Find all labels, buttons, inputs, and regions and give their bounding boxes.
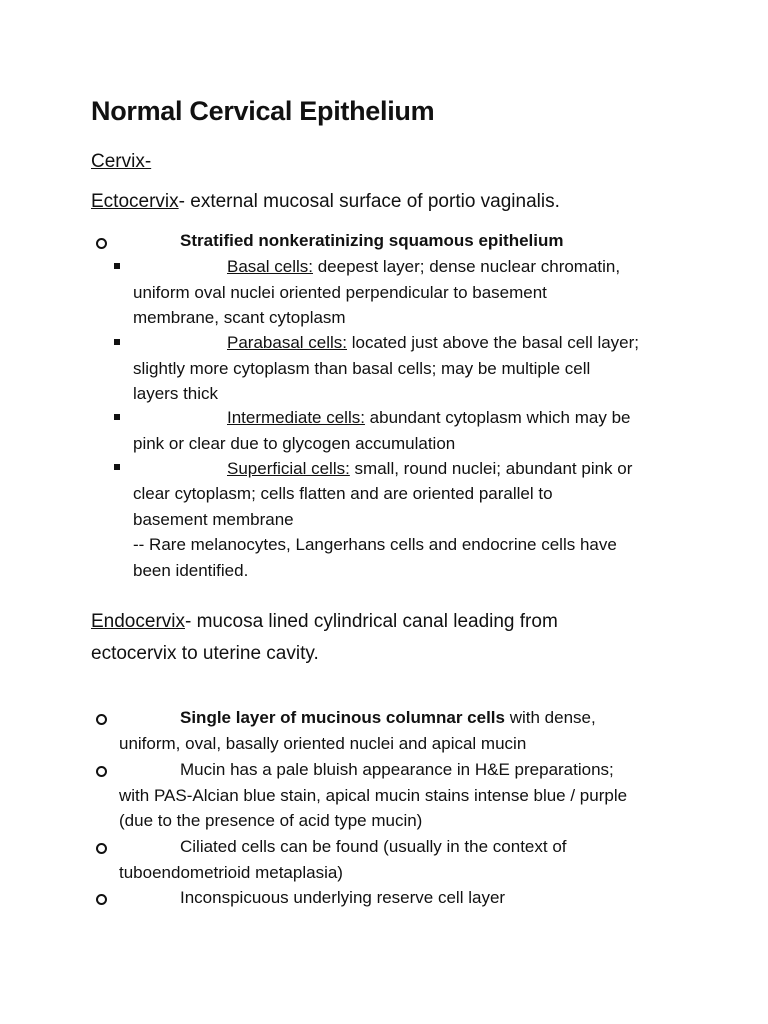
basal-cells-line3: membrane, scant cytoplasm — [133, 308, 346, 327]
superficial-cells-line1 — [227, 456, 632, 481]
intermediate-cells-line2: pink or clear due to glycogen accumulation — [133, 434, 456, 453]
rare-cells-note-line2: been identified. — [133, 561, 249, 580]
parabasal-cells-text: located just above the basal cell layer; — [347, 333, 640, 352]
endo-item3-line1: Ciliated cells can be found (usually in the context of — [180, 837, 567, 856]
endo-item2-line3: (due to the presence of acid type mucin) — [119, 811, 423, 830]
intermediate-cells-line1 — [227, 405, 631, 430]
endo-item2-line2: with PAS-Alcian blue stain, apical mucin stains intense blue / purple — [119, 786, 628, 805]
circle-bullet-icon — [96, 766, 107, 777]
basal-cells-line2: uniform oval nuclei oriented perpendicular to basement — [133, 283, 547, 302]
rare-cells-note-line1: -- Rare melanocytes, Langerhans cells and endocrine cells have — [133, 535, 617, 554]
square-bullet-icon — [114, 339, 120, 345]
ectocervix-definition: - external mucosal surface of portio vaginalis. — [178, 191, 560, 212]
endo-item1-line2: uniform, oval, basally oriented nuclei and apical mucin — [119, 734, 527, 753]
endo-item2-line1: Mucin has a pale bluish appearance in H&E preparations; — [180, 760, 614, 779]
squamous-epithelium-item: Stratified nonkeratinizing squamous epithelium — [180, 231, 564, 250]
endocervix-definition: - mucosa lined cylindrical canal leading from — [185, 611, 558, 632]
endocervix-heading — [91, 606, 651, 670]
superficial-cells-line3: basement membrane — [133, 510, 294, 529]
ectocervix-term: Ectocervix — [91, 191, 179, 212]
square-bullet-icon — [114, 414, 120, 420]
parabasal-cells-line1 — [227, 330, 639, 355]
endo-item1-line1 — [180, 705, 596, 730]
mucinous-cells-term: Single layer of mucinous columnar cells — [180, 708, 505, 727]
superficial-cells-text: small, round nuclei; abundant pink or — [349, 459, 633, 478]
endocervix-line1 — [91, 606, 651, 638]
circle-bullet-icon — [96, 843, 107, 854]
endo-item3-line2: tuboendometrioid metaplasia) — [119, 863, 343, 882]
basal-cells-line1 — [227, 254, 620, 279]
ectocervix-heading — [91, 186, 560, 218]
basal-cells-term: Basal cells: — [227, 257, 313, 276]
parabasal-cells-line3: layers thick — [133, 384, 219, 403]
parabasal-cells-term: Parabasal cells: — [227, 333, 348, 352]
square-bullet-icon — [114, 263, 120, 269]
circle-bullet-icon — [96, 714, 107, 725]
parabasal-cells-line2: slightly more cytoplasm than basal cells; may be multiple cell — [133, 359, 591, 378]
square-bullet-icon — [114, 464, 120, 470]
page-title: Normal Cervical Epithelium — [91, 96, 435, 126]
intermediate-cells-text: abundant cytoplasm which may be — [364, 408, 631, 427]
mucinous-cells-text: with dense, — [504, 708, 596, 727]
endocervix-term: Endocervix — [91, 611, 185, 632]
intermediate-cells-term: Intermediate cells: — [227, 408, 365, 427]
superficial-cells-term: Superficial cells: — [227, 459, 350, 478]
circle-bullet-icon — [96, 894, 107, 905]
basal-cells-text: deepest layer; dense nuclear chromatin, — [312, 257, 621, 276]
endo-item4-line1: Inconspicuous underlying reserve cell layer — [180, 888, 506, 907]
superficial-cells-line2: clear cytoplasm; cells flatten and are oriented parallel to — [133, 484, 553, 503]
endocervix-line2: ectocervix to uterine cavity. — [91, 643, 319, 664]
circle-bullet-icon — [96, 238, 107, 249]
cervix-heading: Cervix- — [91, 151, 152, 172]
